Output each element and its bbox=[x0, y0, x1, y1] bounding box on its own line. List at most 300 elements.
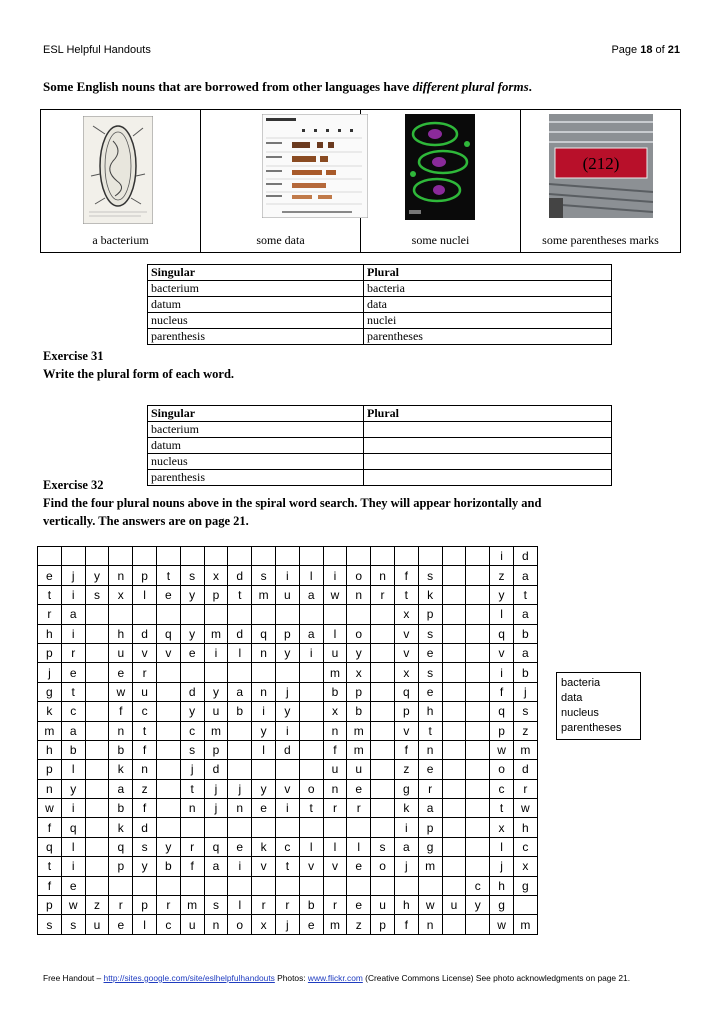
grid-cell[interactable] bbox=[156, 876, 180, 895]
grid-cell[interactable]: m bbox=[418, 857, 442, 876]
grid-cell[interactable]: h bbox=[38, 624, 62, 643]
grid-cell[interactable] bbox=[371, 721, 395, 740]
grid-cell[interactable]: h bbox=[513, 818, 537, 837]
grid-cell[interactable]: y bbox=[204, 682, 228, 701]
grid-cell[interactable]: z bbox=[85, 896, 109, 915]
grid-cell[interactable]: r bbox=[180, 837, 204, 856]
grid-cell[interactable] bbox=[180, 818, 204, 837]
grid-cell[interactable]: u bbox=[109, 643, 133, 662]
grid-cell[interactable]: m bbox=[204, 624, 228, 643]
grid-cell[interactable]: t bbox=[299, 799, 323, 818]
grid-cell[interactable]: r bbox=[371, 585, 395, 604]
grid-cell[interactable] bbox=[442, 605, 466, 624]
grid-cell[interactable] bbox=[371, 740, 395, 759]
grid-cell[interactable] bbox=[156, 799, 180, 818]
grid-cell[interactable]: a bbox=[394, 837, 418, 856]
grid-cell[interactable]: a bbox=[61, 721, 85, 740]
grid-cell[interactable]: r bbox=[323, 799, 347, 818]
grid-cell[interactable]: a bbox=[299, 585, 323, 604]
grid-cell[interactable] bbox=[156, 682, 180, 701]
grid-cell[interactable]: e bbox=[109, 663, 133, 682]
grid-cell[interactable]: c bbox=[513, 837, 537, 856]
grid-cell[interactable] bbox=[299, 605, 323, 624]
grid-cell[interactable] bbox=[85, 702, 109, 721]
grid-cell[interactable]: p bbox=[204, 585, 228, 604]
grid-cell[interactable]: n bbox=[347, 585, 371, 604]
grid-cell[interactable]: j bbox=[228, 779, 252, 798]
grid-cell[interactable]: b bbox=[347, 702, 371, 721]
grid-cell[interactable]: p bbox=[38, 643, 62, 662]
grid-cell[interactable]: t bbox=[394, 585, 418, 604]
grid-cell[interactable]: l bbox=[228, 896, 252, 915]
grid-cell[interactable]: b bbox=[513, 624, 537, 643]
grid-cell[interactable]: s bbox=[38, 915, 62, 934]
grid-cell[interactable]: i bbox=[61, 585, 85, 604]
grid-cell[interactable]: y bbox=[85, 566, 109, 585]
grid-cell[interactable]: a bbox=[299, 624, 323, 643]
grid-cell[interactable]: r bbox=[513, 779, 537, 798]
grid-cell[interactable]: f bbox=[109, 702, 133, 721]
grid-cell[interactable] bbox=[442, 702, 466, 721]
grid-cell[interactable]: b bbox=[61, 740, 85, 759]
grid-cell[interactable]: s bbox=[133, 837, 157, 856]
plural-answer-input[interactable] bbox=[364, 454, 612, 470]
grid-cell[interactable] bbox=[133, 605, 157, 624]
grid-cell[interactable]: d bbox=[228, 624, 252, 643]
grid-cell[interactable]: v bbox=[275, 779, 299, 798]
grid-cell[interactable]: x bbox=[204, 566, 228, 585]
grid-cell[interactable]: m bbox=[323, 663, 347, 682]
grid-cell[interactable]: e bbox=[180, 643, 204, 662]
grid-cell[interactable] bbox=[85, 779, 109, 798]
grid-cell[interactable] bbox=[109, 605, 133, 624]
grid-cell[interactable]: m bbox=[323, 915, 347, 934]
grid-cell[interactable]: e bbox=[109, 915, 133, 934]
grid-cell[interactable]: f bbox=[394, 740, 418, 759]
grid-cell[interactable] bbox=[299, 760, 323, 779]
grid-cell[interactable]: m bbox=[252, 585, 276, 604]
grid-cell[interactable]: t bbox=[513, 585, 537, 604]
grid-cell[interactable]: q bbox=[156, 624, 180, 643]
grid-cell[interactable]: n bbox=[228, 799, 252, 818]
grid-cell[interactable]: z bbox=[394, 760, 418, 779]
grid-cell[interactable]: e bbox=[61, 876, 85, 895]
grid-cell[interactable]: t bbox=[133, 721, 157, 740]
grid-cell[interactable] bbox=[466, 566, 490, 585]
grid-cell[interactable]: h bbox=[490, 876, 514, 895]
grid-cell[interactable]: y bbox=[252, 721, 276, 740]
grid-cell[interactable]: s bbox=[204, 896, 228, 915]
grid-cell[interactable] bbox=[275, 663, 299, 682]
grid-cell[interactable]: n bbox=[371, 566, 395, 585]
grid-cell[interactable]: n bbox=[418, 740, 442, 759]
grid-cell[interactable]: q bbox=[490, 702, 514, 721]
grid-cell[interactable]: u bbox=[323, 643, 347, 662]
grid-cell[interactable]: i bbox=[275, 799, 299, 818]
grid-cell[interactable]: q bbox=[204, 837, 228, 856]
grid-cell[interactable]: m bbox=[513, 915, 537, 934]
grid-cell[interactable]: d bbox=[204, 760, 228, 779]
grid-cell[interactable] bbox=[371, 760, 395, 779]
grid-cell[interactable]: x bbox=[323, 702, 347, 721]
grid-cell[interactable] bbox=[228, 740, 252, 759]
grid-cell[interactable]: r bbox=[275, 896, 299, 915]
grid-cell[interactable]: j bbox=[490, 857, 514, 876]
grid-cell[interactable] bbox=[466, 585, 490, 604]
grid-cell[interactable]: e bbox=[418, 682, 442, 701]
grid-cell[interactable] bbox=[371, 682, 395, 701]
grid-cell[interactable] bbox=[299, 818, 323, 837]
grid-cell[interactable] bbox=[442, 818, 466, 837]
grid-cell[interactable] bbox=[442, 643, 466, 662]
grid-cell[interactable]: c bbox=[275, 837, 299, 856]
grid-cell[interactable]: v bbox=[156, 643, 180, 662]
grid-cell[interactable]: o bbox=[371, 857, 395, 876]
grid-cell[interactable] bbox=[418, 876, 442, 895]
grid-cell[interactable] bbox=[371, 605, 395, 624]
grid-cell[interactable] bbox=[180, 876, 204, 895]
grid-cell[interactable]: e bbox=[299, 915, 323, 934]
grid-cell[interactable]: p bbox=[38, 760, 62, 779]
grid-cell[interactable] bbox=[204, 605, 228, 624]
grid-cell[interactable]: a bbox=[513, 605, 537, 624]
grid-cell[interactable]: f bbox=[490, 682, 514, 701]
grid-cell[interactable]: s bbox=[61, 915, 85, 934]
grid-cell[interactable]: k bbox=[418, 585, 442, 604]
grid-cell[interactable] bbox=[466, 915, 490, 934]
grid-cell[interactable]: b bbox=[513, 663, 537, 682]
grid-cell[interactable] bbox=[180, 663, 204, 682]
grid-cell[interactable]: c bbox=[61, 702, 85, 721]
grid-cell[interactable]: n bbox=[180, 799, 204, 818]
grid-cell[interactable]: n bbox=[109, 566, 133, 585]
grid-cell[interactable]: c bbox=[156, 915, 180, 934]
grid-cell[interactable]: v bbox=[394, 643, 418, 662]
grid-cell[interactable]: b bbox=[109, 799, 133, 818]
grid-cell[interactable]: o bbox=[347, 566, 371, 585]
grid-cell[interactable]: c bbox=[180, 721, 204, 740]
footer-site-link[interactable]: http://sites.google.com/site/eslhelpfulhandouts bbox=[103, 973, 275, 983]
grid-cell[interactable]: r bbox=[38, 605, 62, 624]
grid-cell[interactable] bbox=[442, 721, 466, 740]
grid-cell[interactable]: p bbox=[418, 605, 442, 624]
grid-cell[interactable]: s bbox=[513, 702, 537, 721]
grid-cell[interactable]: e bbox=[418, 760, 442, 779]
grid-cell[interactable]: w bbox=[490, 740, 514, 759]
grid-cell[interactable] bbox=[323, 876, 347, 895]
grid-cell[interactable]: r bbox=[156, 896, 180, 915]
grid-cell[interactable]: d bbox=[133, 624, 157, 643]
grid-cell[interactable] bbox=[442, 915, 466, 934]
grid-cell[interactable] bbox=[323, 818, 347, 837]
grid-cell[interactable]: h bbox=[109, 624, 133, 643]
grid-cell[interactable]: x bbox=[109, 585, 133, 604]
grid-cell[interactable]: y bbox=[180, 585, 204, 604]
grid-cell[interactable]: m bbox=[180, 896, 204, 915]
grid-cell[interactable]: w bbox=[418, 896, 442, 915]
grid-cell[interactable]: l bbox=[61, 837, 85, 856]
grid-cell[interactable]: y bbox=[275, 643, 299, 662]
grid-cell[interactable]: a bbox=[513, 643, 537, 662]
grid-cell[interactable] bbox=[156, 605, 180, 624]
grid-cell[interactable]: p bbox=[38, 896, 62, 915]
grid-cell[interactable]: l bbox=[299, 566, 323, 585]
grid-cell[interactable] bbox=[85, 547, 109, 566]
grid-cell[interactable]: v bbox=[394, 624, 418, 643]
grid-cell[interactable]: m bbox=[513, 740, 537, 759]
grid-cell[interactable] bbox=[85, 857, 109, 876]
grid-cell[interactable] bbox=[466, 760, 490, 779]
grid-cell[interactable] bbox=[347, 818, 371, 837]
grid-cell[interactable]: p bbox=[418, 818, 442, 837]
grid-cell[interactable] bbox=[466, 682, 490, 701]
grid-cell[interactable] bbox=[513, 896, 537, 915]
grid-cell[interactable] bbox=[180, 605, 204, 624]
grid-cell[interactable]: q bbox=[252, 624, 276, 643]
grid-cell[interactable]: l bbox=[252, 740, 276, 759]
grid-cell[interactable]: q bbox=[109, 837, 133, 856]
grid-cell[interactable]: l bbox=[61, 760, 85, 779]
grid-cell[interactable]: n bbox=[418, 915, 442, 934]
grid-cell[interactable] bbox=[442, 779, 466, 798]
grid-cell[interactable]: m bbox=[38, 721, 62, 740]
grid-cell[interactable]: e bbox=[252, 799, 276, 818]
grid-cell[interactable]: t bbox=[156, 566, 180, 585]
grid-cell[interactable]: e bbox=[228, 837, 252, 856]
grid-cell[interactable]: l bbox=[228, 643, 252, 662]
grid-cell[interactable] bbox=[85, 624, 109, 643]
grid-cell[interactable]: t bbox=[490, 799, 514, 818]
grid-cell[interactable]: n bbox=[204, 915, 228, 934]
grid-cell[interactable] bbox=[466, 818, 490, 837]
grid-cell[interactable]: l bbox=[133, 915, 157, 934]
grid-cell[interactable]: i bbox=[61, 857, 85, 876]
grid-cell[interactable] bbox=[275, 760, 299, 779]
grid-cell[interactable]: j bbox=[275, 915, 299, 934]
grid-cell[interactable] bbox=[371, 779, 395, 798]
grid-cell[interactable]: v bbox=[323, 857, 347, 876]
grid-cell[interactable]: s bbox=[85, 585, 109, 604]
grid-cell[interactable] bbox=[275, 605, 299, 624]
grid-cell[interactable] bbox=[180, 547, 204, 566]
grid-cell[interactable]: y bbox=[275, 702, 299, 721]
grid-cell[interactable] bbox=[418, 547, 442, 566]
grid-cell[interactable]: s bbox=[252, 566, 276, 585]
grid-cell[interactable] bbox=[85, 799, 109, 818]
grid-cell[interactable] bbox=[323, 547, 347, 566]
grid-cell[interactable]: n bbox=[323, 721, 347, 740]
grid-cell[interactable] bbox=[371, 702, 395, 721]
grid-cell[interactable]: y bbox=[252, 779, 276, 798]
grid-cell[interactable] bbox=[299, 547, 323, 566]
grid-cell[interactable]: k bbox=[252, 837, 276, 856]
grid-cell[interactable]: e bbox=[347, 857, 371, 876]
grid-cell[interactable] bbox=[204, 547, 228, 566]
grid-cell[interactable]: e bbox=[156, 585, 180, 604]
grid-cell[interactable] bbox=[228, 605, 252, 624]
grid-cell[interactable] bbox=[38, 547, 62, 566]
grid-cell[interactable]: f bbox=[323, 740, 347, 759]
grid-cell[interactable]: l bbox=[299, 837, 323, 856]
grid-cell[interactable]: n bbox=[133, 760, 157, 779]
grid-cell[interactable] bbox=[85, 818, 109, 837]
grid-cell[interactable]: r bbox=[323, 896, 347, 915]
grid-cell[interactable]: f bbox=[38, 818, 62, 837]
grid-cell[interactable]: a bbox=[61, 605, 85, 624]
grid-cell[interactable]: w bbox=[38, 799, 62, 818]
grid-cell[interactable] bbox=[299, 702, 323, 721]
grid-cell[interactable]: d bbox=[513, 547, 537, 566]
grid-cell[interactable] bbox=[156, 760, 180, 779]
grid-cell[interactable]: w bbox=[323, 585, 347, 604]
grid-cell[interactable]: y bbox=[133, 857, 157, 876]
grid-cell[interactable]: n bbox=[252, 643, 276, 662]
grid-cell[interactable]: a bbox=[418, 799, 442, 818]
grid-cell[interactable]: u bbox=[323, 760, 347, 779]
grid-cell[interactable] bbox=[228, 760, 252, 779]
grid-cell[interactable]: o bbox=[490, 760, 514, 779]
grid-cell[interactable]: l bbox=[323, 624, 347, 643]
grid-cell[interactable] bbox=[252, 876, 276, 895]
grid-cell[interactable] bbox=[252, 818, 276, 837]
grid-cell[interactable] bbox=[466, 740, 490, 759]
grid-cell[interactable] bbox=[61, 547, 85, 566]
grid-cell[interactable] bbox=[85, 837, 109, 856]
grid-cell[interactable]: s bbox=[180, 740, 204, 759]
grid-cell[interactable]: i bbox=[275, 721, 299, 740]
grid-cell[interactable]: p bbox=[371, 915, 395, 934]
grid-cell[interactable] bbox=[347, 605, 371, 624]
grid-cell[interactable]: v bbox=[490, 643, 514, 662]
grid-cell[interactable]: i bbox=[299, 643, 323, 662]
grid-cell[interactable]: r bbox=[61, 643, 85, 662]
grid-cell[interactable] bbox=[371, 876, 395, 895]
grid-cell[interactable] bbox=[204, 876, 228, 895]
grid-cell[interactable]: s bbox=[180, 566, 204, 585]
grid-cell[interactable] bbox=[466, 779, 490, 798]
grid-cell[interactable]: o bbox=[228, 915, 252, 934]
grid-cell[interactable] bbox=[442, 566, 466, 585]
grid-cell[interactable]: y bbox=[466, 896, 490, 915]
grid-cell[interactable]: t bbox=[61, 682, 85, 701]
grid-cell[interactable]: p bbox=[204, 740, 228, 759]
grid-cell[interactable] bbox=[394, 876, 418, 895]
grid-cell[interactable]: s bbox=[371, 837, 395, 856]
grid-cell[interactable] bbox=[228, 818, 252, 837]
grid-cell[interactable] bbox=[466, 837, 490, 856]
grid-cell[interactable]: c bbox=[490, 779, 514, 798]
grid-cell[interactable] bbox=[85, 740, 109, 759]
grid-cell[interactable] bbox=[228, 663, 252, 682]
grid-cell[interactable]: i bbox=[323, 566, 347, 585]
grid-cell[interactable] bbox=[299, 876, 323, 895]
grid-cell[interactable]: p bbox=[133, 566, 157, 585]
grid-cell[interactable] bbox=[156, 779, 180, 798]
grid-cell[interactable] bbox=[466, 799, 490, 818]
grid-cell[interactable]: a bbox=[204, 857, 228, 876]
grid-cell[interactable]: y bbox=[180, 624, 204, 643]
grid-cell[interactable]: r bbox=[252, 896, 276, 915]
grid-cell[interactable]: y bbox=[347, 643, 371, 662]
grid-cell[interactable] bbox=[371, 643, 395, 662]
grid-cell[interactable]: f bbox=[133, 799, 157, 818]
grid-cell[interactable]: q bbox=[38, 837, 62, 856]
grid-cell[interactable] bbox=[466, 643, 490, 662]
grid-cell[interactable]: t bbox=[275, 857, 299, 876]
plural-answer-input[interactable] bbox=[364, 470, 612, 486]
grid-cell[interactable] bbox=[371, 818, 395, 837]
grid-cell[interactable] bbox=[85, 682, 109, 701]
grid-cell[interactable] bbox=[442, 547, 466, 566]
grid-cell[interactable]: p bbox=[133, 896, 157, 915]
grid-cell[interactable] bbox=[275, 818, 299, 837]
grid-cell[interactable] bbox=[442, 740, 466, 759]
grid-cell[interactable]: q bbox=[61, 818, 85, 837]
grid-cell[interactable]: m bbox=[204, 721, 228, 740]
grid-cell[interactable]: u bbox=[347, 760, 371, 779]
grid-cell[interactable]: e bbox=[418, 643, 442, 662]
grid-cell[interactable]: t bbox=[228, 585, 252, 604]
grid-cell[interactable]: i bbox=[394, 818, 418, 837]
grid-cell[interactable] bbox=[156, 740, 180, 759]
grid-cell[interactable] bbox=[466, 547, 490, 566]
grid-cell[interactable]: e bbox=[38, 566, 62, 585]
grid-cell[interactable]: z bbox=[133, 779, 157, 798]
grid-cell[interactable]: n bbox=[109, 721, 133, 740]
grid-cell[interactable]: n bbox=[252, 682, 276, 701]
grid-cell[interactable] bbox=[299, 740, 323, 759]
grid-cell[interactable]: q bbox=[490, 624, 514, 643]
grid-cell[interactable] bbox=[228, 721, 252, 740]
grid-cell[interactable]: j bbox=[180, 760, 204, 779]
grid-cell[interactable] bbox=[275, 876, 299, 895]
grid-cell[interactable] bbox=[204, 663, 228, 682]
grid-cell[interactable]: i bbox=[204, 643, 228, 662]
grid-cell[interactable] bbox=[371, 663, 395, 682]
plural-answer-input[interactable] bbox=[364, 438, 612, 454]
grid-cell[interactable]: p bbox=[394, 702, 418, 721]
grid-cell[interactable] bbox=[85, 760, 109, 779]
grid-cell[interactable] bbox=[299, 663, 323, 682]
grid-cell[interactable]: d bbox=[180, 682, 204, 701]
grid-cell[interactable] bbox=[442, 585, 466, 604]
grid-cell[interactable]: t bbox=[180, 779, 204, 798]
grid-cell[interactable] bbox=[252, 663, 276, 682]
grid-cell[interactable]: b bbox=[156, 857, 180, 876]
grid-cell[interactable]: i bbox=[228, 857, 252, 876]
grid-cell[interactable] bbox=[466, 624, 490, 643]
grid-cell[interactable]: x bbox=[394, 663, 418, 682]
grid-cell[interactable]: c bbox=[133, 702, 157, 721]
grid-cell[interactable]: m bbox=[347, 721, 371, 740]
grid-cell[interactable] bbox=[371, 799, 395, 818]
grid-cell[interactable]: p bbox=[490, 721, 514, 740]
grid-cell[interactable] bbox=[109, 547, 133, 566]
grid-cell[interactable]: i bbox=[275, 566, 299, 585]
grid-cell[interactable] bbox=[85, 721, 109, 740]
grid-cell[interactable]: y bbox=[156, 837, 180, 856]
grid-cell[interactable] bbox=[347, 547, 371, 566]
grid-cell[interactable]: h bbox=[394, 896, 418, 915]
grid-cell[interactable]: u bbox=[275, 585, 299, 604]
grid-cell[interactable]: x bbox=[394, 605, 418, 624]
grid-cell[interactable]: a bbox=[513, 566, 537, 585]
grid-cell[interactable]: z bbox=[513, 721, 537, 740]
grid-cell[interactable]: j bbox=[38, 663, 62, 682]
grid-cell[interactable]: u bbox=[133, 682, 157, 701]
grid-cell[interactable]: i bbox=[490, 547, 514, 566]
grid-cell[interactable]: e bbox=[61, 663, 85, 682]
